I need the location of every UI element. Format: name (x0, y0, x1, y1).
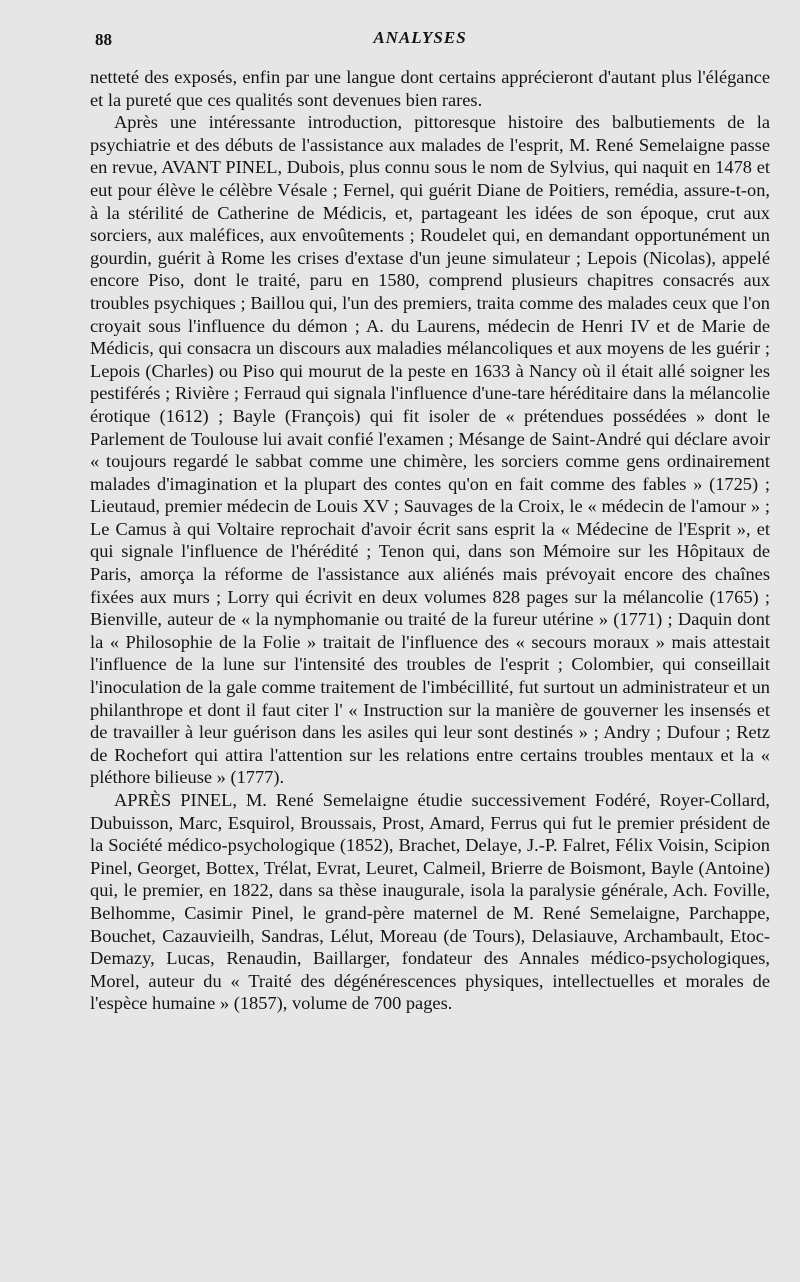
page-number: 88 (95, 30, 112, 49)
running-title: ANALYSES (373, 28, 467, 47)
paragraph-continuation: netteté des exposés, enfin par une langue dont certains apprécieront d'autant plus l'élégance et la pureté que ces qualités sont devenues bien rares. (90, 67, 770, 110)
paragraph-avant-pinel: Après une intéressante introduction, pittoresque histoire des balbutiements de la psychiatrie et des débuts de l'assistance aux malades de l'esprit, M. René Semelaigne passe en revue, AVANT PINEL, Dubois, plus connu sous le nom de Sylvius, qui naquit en 1478 et eut pour élève le célèbre Vésale ; Fernel, qui guérit Diane de Poitiers, remédia, assure-t-on, à la stérilité de Catherine de Médicis, et, partageant les idées de son époque, crut aux sorciers, aux maléfices, aux envoûtements ; Roudelet qui, en demandant opportunément un gourdin, guérit à Rome les crises d'extase d'un jeune simulateur ; Lepois (Nicolas), appelé encore Piso, dont le traité, paru en 1580, comprend plusieurs chapitres consacrés aux troubles psychiques ; Baillou qui, l'un des premiers, traita comme des malades ceux que l'on croyait sous l'influence du démon ; A. du Laurens, médecin de Henri IV et de Marie de Médicis, qui consacra un discours aux maladies mélancoliques et aux moyens de les guérir ; Lepois (Charles) ou Piso qui mourut de la peste en 1633 à Nancy où il était allé soigner les pestiférés ; Rivière ; Ferraud qui signala l'influence d'une-tare héréditaire dans la mélancolie érotique (1612) ; Bayle (François) qui fit isoler de « prétendues possédées » dont le Parlement de Toulouse lui avait confié l'examen ; Mésange de Saint-André qui déclare avoir « toujours regardé le sabbat comme une chimère, les sorciers comme gens ordinairement malades d'imagination et la plupart des contes qu'on en fait comme des fables » (1725) ; Lieutaud, premier médecin de Louis XV ; Sauvages de la Croix, le « médecin de l'amour » ; Le Camus à qui Voltaire reprochait d'avoir écrit sans esprit la « Médecine de l'Esprit », et qui signale l'influence de l'hérédité ; Tenon qui, dans son Mémoire sur les Hôpitaux de Paris, amorça la réforme de l'assistance aux aliénés mais prévoyait encore des chaînes fixées aux murs ; Lorry qui écrivit en deux volumes 828 pages sur la mélancolie (1765) ; Bienville, auteur de « la nymphomanie ou traité de la fureur utérine » (1771) ; Daquin dont la « Philosophie de la Folie » traitait de l'influence des « secours moraux » mais attestait l'influence de la lune sur l'intensité des troubles de l'esprit ; Colombier, qui conseillait l'inoculation de la gale comme traitement de l'imbécillité, fut surtout un administrateur et un philanthrope et dont il faut citer l' « Instruction sur la manière de gouverner les insensés et de travailler à leur guérison dans les asiles qui leur sont destinés » ; Andry ; Dufour ; Retz de Rochefort qui attira l'attention sur les relations entre certains troubles mentaux et la « pléthore bilieuse » (1777). (90, 112, 770, 788)
paragraph-apres-pinel: APRÈS PINEL, M. René Semelaigne étudie successivement Fodéré, Royer-Collard, Dubuisson, Marc, Esquirol, Broussais, Prost, Amard, Ferrus qui fut le premier président de la Société médico-psychologique (1852), Brachet, Delaye, J.-P. Falret, Félix Voisin, Scipion Pinel, Georget, Bottex, Trélat, Evrat, Leuret, Calmeil, Brierre de Boismont, Bayle (Antoine) qui, le premier, en 1822, dans sa thèse inaugurale, isola la paralysie générale, Ach. Foville, Belhomme, Casimir Pinel, le grand-père maternel de M. René Semelaigne, Parchappe, Bouchet, Cazauvieilh, Sandras, Lélut, Moreau (de Tours), Delasiauve, Archambault, Etoc-Demazy, Lucas, Renaudin, Baillarger, fondateur des Annales médico-psychologiques, Morel, auteur du « Traité des dégénérescences physiques, intellectuelles et morales de l'espèce humaine » (1857), volume de 700 pages. (90, 790, 770, 1014)
body-text (90, 66, 770, 1015)
page-header (90, 28, 750, 52)
